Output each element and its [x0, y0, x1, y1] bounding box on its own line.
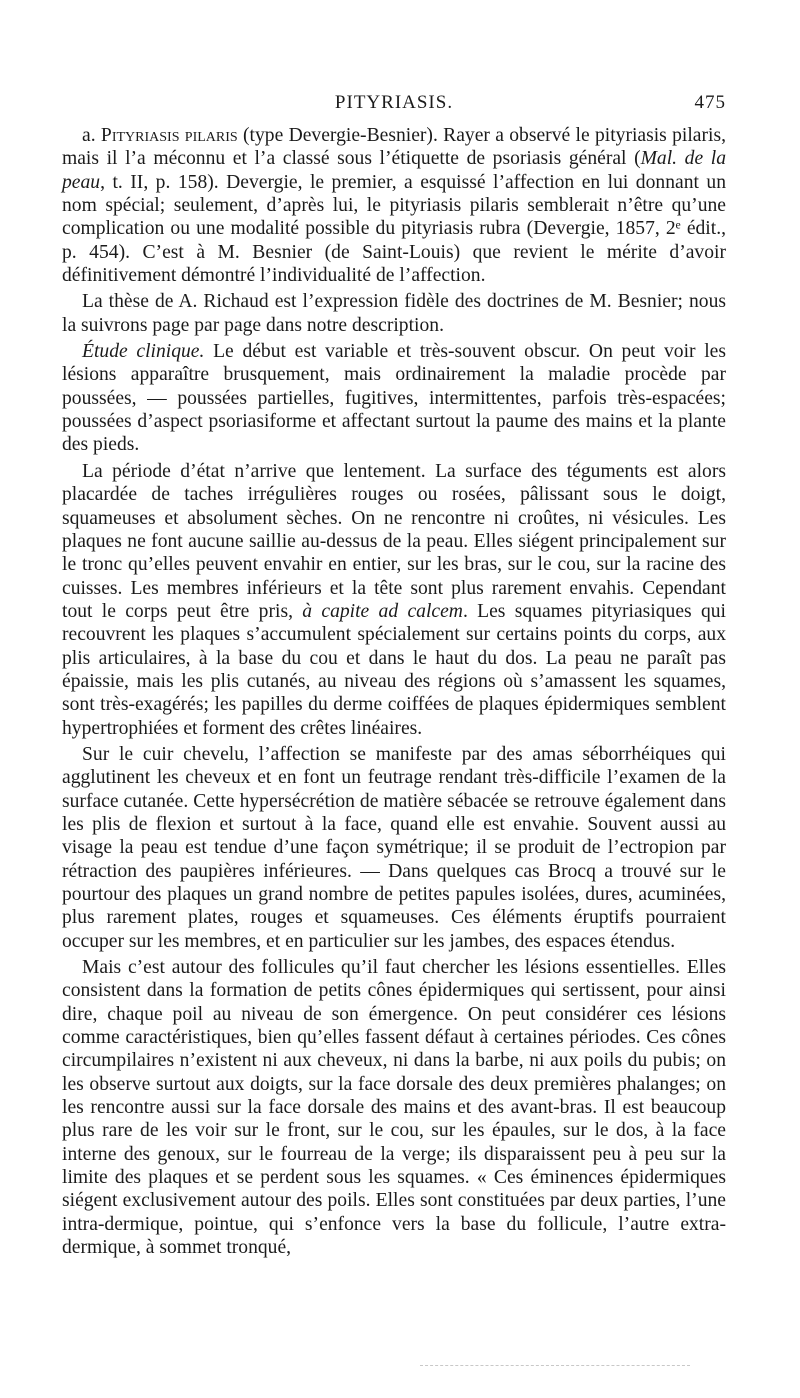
paragraph-text: Mais c’est autour des follicules qu’il faut chercher les lésions essentielles. Elles consistent dans la formation de petits cônes épidermiques qui sertissent, pour ainsi dire, chaque poil au niveau de son émergence. On peut considérer ces lésions comme caractéristiques, bien qu’elles fassent défaut à certaines périodes. Ces cônes circumpilaires n’existent ni aux cheveux, ni dans la barbe, ni aux poils du pubis; on les observe surtout aux doigts, sur la face dorsale des deux premières phalanges; on les rencontre aussi sur la face dorsale des mains et des avant-bras. Il est beaucoup plus rare de les voir sur le front, sur le cou, sur les épaules, sur le dos, à la face interne des genoux, sur le fourreau de la verge; ils disparaissent peu à peu sur la limite des plaques et se perdent sous les squames. « Ces éminences épidermiques siégent exclusivement autour des poils. Elles sont constituées par deux parties, l’une intra-dermique, pointue, qui s’enfonce vers la base du follicule, l’autre extra-dermique, à sommet tronqué, — [62, 957, 726, 1259]
paragraph-text: (type Devergie-Besnier). Rayer a observé le pityriasis pilaris, mais il l’a méconnu et l’a classé sous l’étiquette de psoriasis général ( — [62, 125, 726, 170]
body-text — [62, 124, 726, 1260]
latin-phrase: à capite ad calcem — [302, 600, 463, 622]
paragraph-text: , t. II, p. 158). Devergie, le premier, a esquissé l’affection en lui donnant un nom spécial; seulement, d’après lui, le pityriasis pilaris semblerait n’être qu’une complication ou une modalité possible du pityriasis rubra (Devergie, 1857, 2ᵉ édit., p. 454). C’est à M. Besnier (de Saint-Louis) que revient le mérite d’avoir définitivement démontré l’individualité de l’affection. — [62, 171, 726, 287]
paragraph-text: . Les squames pityriasiques qui recouvrent les plaques s’accumulent spécialement sur certains points du corps, aux plis articulaires, à la base du cou et dans le haut du dos. La peau ne paraît pas épaissie, mais les plis cutanés, au niveau des régions où s’amassent les squames, sont très-exagérés; les papilles du derme coiffées de plaques épidermiques semblent hypertrophiées et forment des crêtes linéaires. — [62, 600, 726, 739]
paragraph-periode-etat — [62, 460, 726, 740]
citation-title: Mal. de la peau — [62, 148, 726, 193]
running-header — [62, 92, 726, 116]
paragraph-cuir-chevelu — [62, 743, 726, 953]
paragraph-text: Le début est variable et très-souvent obscur. On peut voir les lésions apparaître brusquement, mais ordinairement la maladie procède par poussées, — poussées partielles, fugitives, intermittentes, parfois très-espacées; poussées d’aspect psoriasiforme et affectant surtout la paume des mains et la plante des pieds. — [62, 341, 726, 456]
paragraph-text: Sur le cuir chevelu, l’affection se manifeste par des amas séborrhéiques qui agglutinent les cheveux et en font un feutrage rendant très-difficile l’examen de la surface cutanée. Cette hypersécrétion de matière sébacée se retrouve également dans les plis de flexion et surtout à la face, quand elle est envahie. Souvent aussi au visage la peau est tendue d’une façon symétrique; il se produit de l’ectropion par rétraction des paupières inférieures. — Dans quelques cas Brocq a trouvé sur le pourtour des plaques un grand nombre de petites papules isolées, dures, acuminées, plus rarement plates, rouges et squameuses. Ces éléments éruptifs pourraient occuper sur les membres, et en particulier sur les jambes, des espaces étendus. — [62, 743, 726, 952]
section-heading: Pityriasis pilaris — [100, 125, 238, 146]
paragraph-follicules — [62, 956, 726, 1259]
page-number: 475 — [694, 92, 726, 113]
paragraph-richaud — [62, 290, 726, 337]
section-letter: a. — [82, 125, 101, 146]
footer-rule — [420, 1365, 690, 1366]
paragraph-etude-clinique — [62, 340, 726, 457]
paragraph-text: La thèse de A. Richaud est l’expression fidèle des doctrines de M. Besnier; nous la suivrons page par page dans notre description. — [62, 291, 726, 336]
paragraph-pityriasis-pilaris — [62, 124, 726, 287]
running-title: PITYRIASIS. — [334, 92, 454, 113]
paragraph-text: La période d’état n’arrive que lentement. La surface des téguments est alors placardée de taches irrégulières rouges ou rosées, pâlissant sous le doigt, squameuses et absolument sèches. On ne rencontre ni croûtes, ni vésicules. Les plaques ne font aucune saillie au-dessus de la peau. Elles siégent principalement sur le tronc qu’elles peuvent envahir en entier, sur les bras, sur le cou, sur la racine des cuisses. Les membres inférieurs et la tête sont plus rarement envahis. Cependant tout le corps peut être pris, — [62, 460, 726, 622]
subsection-heading: Étude clinique. — [82, 341, 205, 363]
